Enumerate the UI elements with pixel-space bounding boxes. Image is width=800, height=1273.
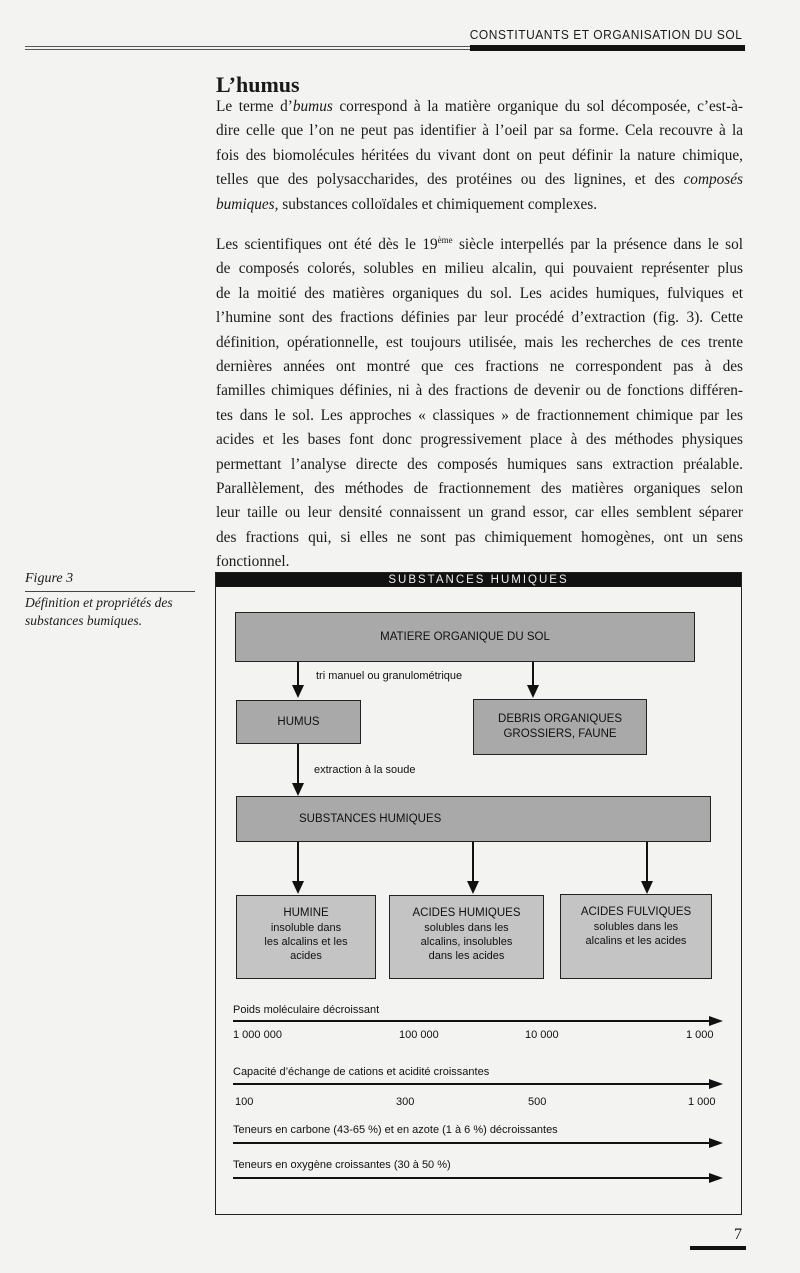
arrow-line (472, 842, 474, 882)
text: correspond à la matière organique du sol décomposée, c’est-à- (332, 98, 743, 115)
box-title: ACIDES HUMIQUES (412, 907, 521, 919)
box-label: HUMUS (277, 715, 320, 728)
figure-label-rule (25, 591, 195, 592)
box-label: DEBRIS ORGANIQUES (498, 713, 622, 725)
box-acides-humiques (389, 895, 544, 979)
scale-line (233, 1142, 713, 1144)
figure-diagram (215, 572, 742, 1215)
scale-tick: 1 000 (688, 1096, 716, 1108)
paragraph-2 (216, 233, 743, 574)
scale-line (233, 1020, 713, 1022)
box-humine (236, 895, 376, 979)
scale-tick: 500 (528, 1096, 547, 1108)
box-desc: solubles dans les (593, 921, 679, 933)
scale-line (233, 1083, 713, 1085)
text-line (216, 95, 743, 119)
text-line: leur taille ou leur densité connaissent un grand essor, car elles semblent séparer (216, 504, 743, 522)
scale-tick: 1 000 000 (233, 1029, 282, 1041)
text-line: fois des biomolécules héritées du vivant dont on peut définir la nature chimique, (216, 146, 743, 164)
header-rule-thick (470, 45, 745, 51)
arrow-down-icon (292, 881, 304, 894)
paragraph-1 (216, 95, 743, 217)
box-desc: les alcalins et les (264, 936, 348, 948)
caption-line: substances bumiques. (25, 613, 142, 628)
box-desc: acides (290, 950, 322, 962)
text: telles que des polysaccharides, des protéines ou des lignines, et des (216, 171, 684, 189)
box-desc: solubles dans les (424, 922, 509, 934)
arrow-line (297, 662, 299, 686)
text-line (216, 193, 743, 217)
arrow-right-icon (709, 1016, 723, 1026)
box-desc: insoluble dans (270, 922, 342, 934)
scale-tick: 1 000 (686, 1029, 714, 1041)
text-line: définition, opérationnelle, est toujours utilisée, mais les recherches de ces trente (216, 333, 743, 351)
figure-caption (25, 594, 173, 630)
arrow-down-icon (292, 685, 304, 698)
running-head: CONSTITUANTS ET ORGANISATION DU SOL (469, 27, 742, 42)
box-label: MATIERE ORGANIQUE DU SOL (380, 630, 550, 643)
arrow-down-icon (292, 783, 304, 796)
text-line: des fractions qui, si elles ne sont pas chimiquement homogènes, ont un sens (216, 528, 743, 546)
scale-poids-label: Poids moléculaire décroissant (233, 1004, 380, 1016)
arrow-right-icon (709, 1138, 723, 1148)
italic-term: bumiques, (216, 195, 279, 213)
text-line: permettant l’analyse directe des composés humiques sans extraction préalable. (216, 455, 743, 473)
text-line: acides et les bases font donc progressivement place à des méthodes physiques (216, 431, 743, 449)
text-line: de composés colorés, solubles en milieu alcalin, qui pouvaient représenter plus (216, 260, 743, 278)
box-desc: alcalins, insolubles (420, 936, 513, 948)
scale-tick: 300 (396, 1096, 415, 1108)
caption-line: Définition et propriétés des (25, 595, 173, 610)
italic-term: bumus (292, 98, 333, 115)
superscript: ème (437, 234, 453, 245)
tri-label: tri manuel ou granulométrique (316, 670, 463, 682)
arrow-line (646, 842, 648, 882)
paragraph-2-lines (216, 257, 743, 574)
scale-oxygene-label: Teneurs en oxygène croissantes (30 à 50 %) (233, 1159, 451, 1171)
arrow-right-icon (709, 1079, 723, 1089)
scale-tick: 10 000 (525, 1029, 559, 1041)
page-number: 7 (734, 1226, 742, 1243)
text-line: l’humine sont des fractions définies par leur procédé d’extraction (fig. 3). Cette (216, 309, 743, 327)
arrow-right-icon (709, 1173, 723, 1183)
text: Les scientifiques ont été dès le 19 (216, 236, 438, 253)
arrow-down-icon (467, 881, 479, 894)
text: substances colloïdales et chimiquement complexes. (278, 195, 598, 213)
arrow-line (532, 662, 534, 686)
text-line: tes dans le sol. Les approches « classiques » de fractionnement chimique par les (216, 406, 743, 424)
box-title: ACIDES FULVIQUES (580, 906, 692, 918)
scale-carbone-label: Teneurs en carbone (43-65 %) et en azote (1 à 6 %) décroissantes (233, 1124, 558, 1136)
box-matiere-organique (235, 612, 695, 662)
scale-line (233, 1177, 713, 1179)
text-line: Parallèlement, des méthodes de fractionnement des matières organiques selon (216, 479, 743, 497)
arrow-line (297, 842, 299, 882)
box-humus (236, 700, 361, 744)
box-desc: alcalins et les acides (585, 935, 687, 947)
text: siècle interpellés par la présence dans le sol (452, 236, 743, 253)
box-label: SUBSTANCES HUMIQUES (299, 812, 442, 825)
box-label: GROSSIERS, FAUNE (503, 728, 617, 740)
text: Le terme d’ (216, 98, 293, 115)
box-acides-fulviques (560, 894, 712, 979)
box-title: HUMINE (283, 907, 329, 919)
text-line (216, 233, 743, 257)
box-debris (473, 699, 647, 755)
arrow-down-icon (641, 881, 653, 894)
diagram-header: SUBSTANCES HUMIQUES (216, 573, 741, 587)
scale-cec-label: Capacité d’échange de cations et acidité croissantes (233, 1066, 490, 1078)
text-line: de la moitié des matières organiques du sol. Les acides humiques, fulviques et (216, 284, 743, 302)
box-desc: dans les acides (428, 950, 505, 962)
text-line: dire celle que l’on ne peut pas identifier à l’oeil par sa forme. Cela recouvre à la (216, 122, 743, 140)
text-line: fonctionnel. (216, 553, 290, 571)
scale-tick: 100 000 (399, 1029, 439, 1041)
text-line (216, 168, 743, 192)
figure-label: Figure 3 (25, 571, 74, 586)
box-substances-humiques (236, 796, 711, 842)
arrow-down-icon (527, 685, 539, 698)
text-line: familles chimiques définies, ni à des fractions de devenir ou de fonctions différen- (216, 382, 743, 400)
scale-tick: 100 (235, 1096, 254, 1108)
arrow-line (297, 744, 299, 784)
extraction-label: extraction à la soude (314, 764, 416, 776)
section-title: L’humus (216, 72, 300, 97)
page-number-bar (690, 1246, 746, 1250)
header-rule-thin (25, 46, 471, 50)
text-line: dernières années ont montré que ces fractions ne correspondent pas à des (216, 357, 743, 375)
italic-term: composés (683, 171, 743, 189)
